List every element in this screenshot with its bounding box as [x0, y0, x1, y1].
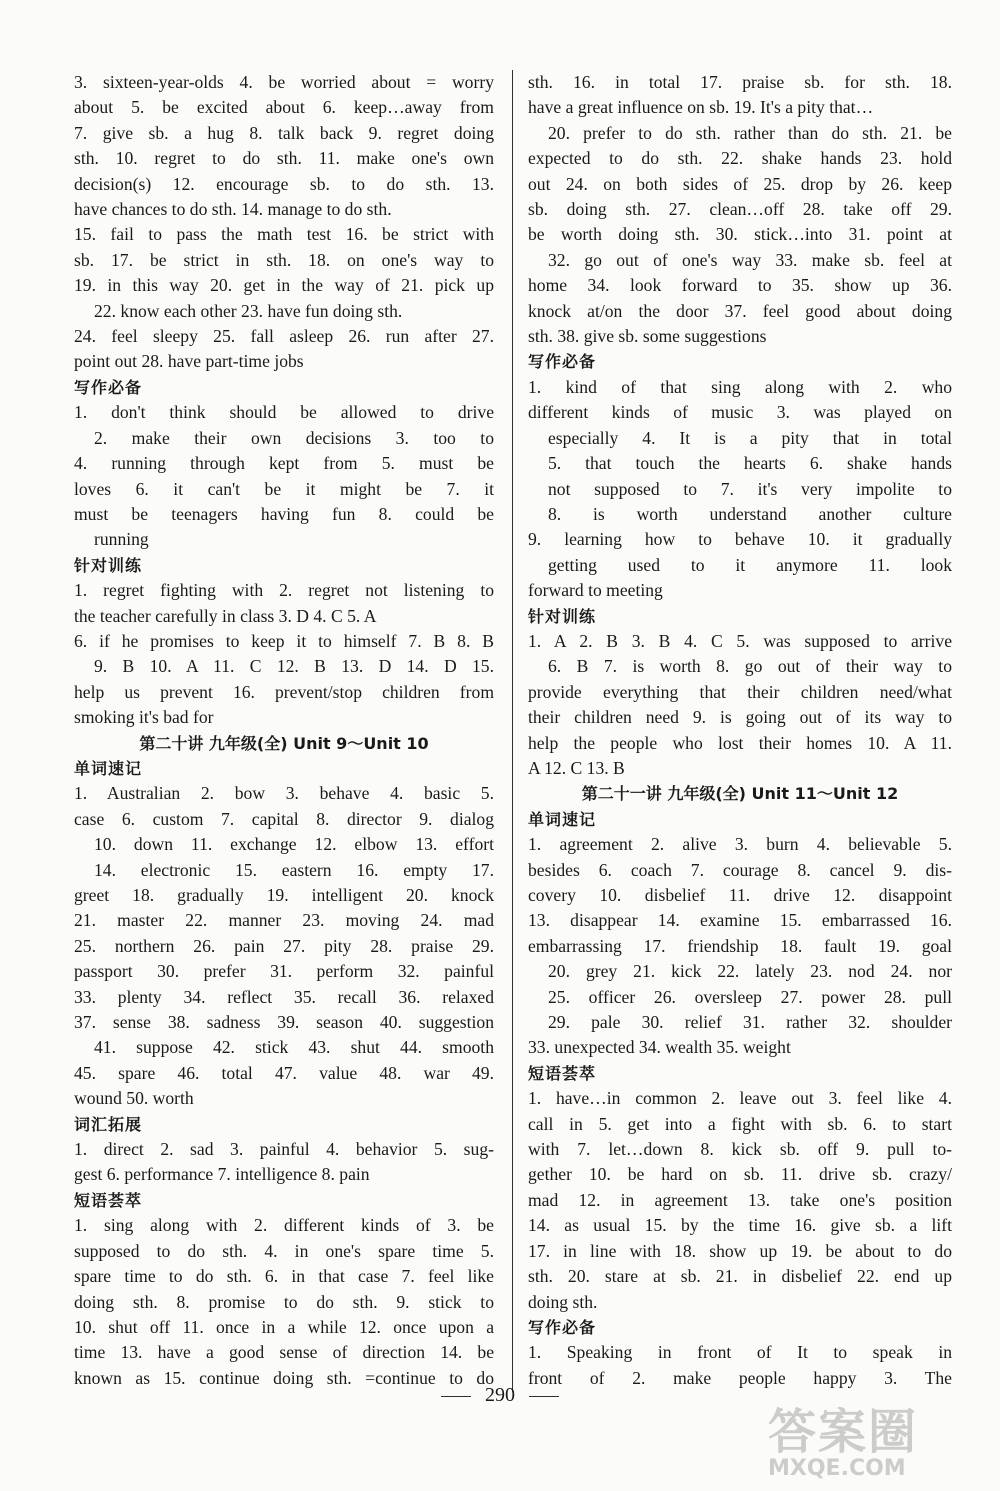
- page-number-text: 290: [485, 1384, 515, 1406]
- column-divider: [512, 70, 513, 1392]
- answer-line: call in 5. get into a fight with sb. 6. to start: [528, 1113, 952, 1134]
- answer-line: 24. feel sleepy 25. fall asleep 26. run after 27.: [74, 326, 494, 347]
- answer-line: point out 28. have part-time jobs: [74, 351, 304, 372]
- answer-line: with 7. let…down 8. kick sb. off 9. pull to-: [528, 1139, 952, 1160]
- answer-line: covery 10. disbelief 11. drive 12. disappoint: [528, 885, 952, 905]
- section-heading: 写作必备: [528, 1317, 597, 1337]
- answer-line: case 6. custom 7. capital 8. director 9. dialog: [74, 808, 494, 829]
- answer-line: have a great influence on sb. 19. It's a pity that…: [528, 97, 874, 118]
- answer-line: 20. prefer to do sth. rather than do sth. 21. be: [548, 122, 952, 143]
- answer-line: knock at/on the door 37. feel good about doing: [528, 300, 952, 321]
- answer-line: doing sth.: [528, 1291, 598, 1312]
- answer-line: known as 15. continue doing sth. =continue to do: [74, 1367, 494, 1388]
- answer-line: 37. sense 38. sadness 39. season 40. suggestion: [74, 1012, 494, 1033]
- answer-line: 1. agreement 2. alive 3. burn 4. believable 5.: [528, 834, 952, 855]
- answer-line: 1. have…in common 2. leave out 3. feel like 4.: [528, 1088, 952, 1109]
- answer-line: 1. Australian 2. bow 3. behave 4. basic 5.: [74, 783, 494, 804]
- answer-line: 14. electronic 15. eastern 16. empty 17.: [94, 859, 494, 880]
- answer-line: provide everything that their children need/what: [528, 681, 952, 702]
- answer-line: 45. spare 46. total 47. value 48. war 49.: [74, 1062, 494, 1083]
- answer-line: passport 30. prefer 31. perform 32. painful: [74, 961, 494, 982]
- answer-line: about 5. be excited about 6. keep…away from: [74, 97, 494, 118]
- answer-line: help the people who lost their homes 10. A 11.: [528, 732, 952, 753]
- answer-line: 10. down 11. exchange 12. elbow 13. effort: [94, 834, 494, 855]
- answer-line: 1. Speaking in front of It to speak in: [528, 1342, 952, 1363]
- answer-line: expected to do sth. 22. shake hands 23. hold: [528, 148, 952, 169]
- answer-line: besides 6. coach 7. courage 8. cancel 9. dis-: [528, 859, 952, 880]
- answer-line: smoking it's bad for: [74, 707, 214, 728]
- answer-line: mad 12. in agreement 13. take one's position: [528, 1189, 952, 1210]
- answer-line: 15. fail to pass the math test 16. be strict with: [74, 224, 494, 245]
- answer-line: the teacher carefully in class 3. D 4. C 5. A: [74, 605, 377, 626]
- answer-line: 2. make their own decisions 3. too to: [94, 427, 494, 448]
- answer-line: 1. kind of that sing along with 2. who: [528, 376, 952, 397]
- answer-line: 25. northern 26. pain 27. pity 28. praise 29.: [74, 935, 494, 956]
- answer-line: 25. officer 26. oversleep 27. power 28. pull: [548, 986, 952, 1007]
- section-heading: 词汇拓展: [74, 1114, 143, 1134]
- answer-line: time 13. have a good sense of direction 14. be: [74, 1342, 494, 1363]
- answer-line: wound 50. worth: [74, 1088, 194, 1109]
- answer-line: 4. running through kept from 5. must be: [74, 453, 494, 474]
- answer-line: forward to meeting: [528, 580, 663, 601]
- answer-line: 6. B 7. is worth 8. go out of their way to: [548, 656, 952, 677]
- answer-line: gether 10. be hard on sb. 11. drive sb. crazy/: [528, 1164, 952, 1185]
- answer-line: 8. is worth understand another culture: [548, 503, 952, 524]
- answer-line: gest 6. performance 7. intelligence 8. pain: [74, 1164, 370, 1185]
- answer-line: help us prevent 16. prevent/stop children from: [74, 681, 494, 702]
- answer-line: 22. know each other 23. have fun doing sth.: [94, 300, 403, 321]
- answer-line: not supposed to 7. it's very impolite to: [548, 478, 952, 499]
- section-heading: 短语荟萃: [528, 1063, 597, 1083]
- answer-line: have chances to do sth. 14. manage to do sth.: [74, 199, 392, 220]
- answer-line: 21. master 22. manner 23. moving 24. mad: [74, 910, 494, 931]
- answer-line: sth. 20. stare at sb. 21. in disbelief 22. end up: [528, 1266, 952, 1287]
- answer-line: be worth doing sth. 30. stick…into 31. point at: [528, 224, 952, 245]
- answer-line: running: [94, 529, 149, 550]
- answer-line: 1. don't think should be allowed to drive: [74, 402, 494, 423]
- answer-line: especially 4. It is a pity that in total: [548, 427, 952, 448]
- section-heading: 短语荟萃: [74, 1190, 143, 1210]
- answer-line: 1. sing along with 2. different kinds of 3. be: [74, 1215, 494, 1236]
- answer-line: home 34. look forward to 35. show up 36.: [528, 275, 952, 296]
- answer-line: getting used to it anymore 11. look: [548, 554, 952, 575]
- answer-line: doing sth. 8. promise to do sth. 9. stick to: [74, 1291, 494, 1312]
- answer-line: sth. 38. give sb. some suggestions: [528, 326, 767, 347]
- answer-line: 3. sixteen-year-olds 4. be worried about = worry: [74, 72, 494, 92]
- answer-line: spare time to do sth. 6. in that case 7. feel like: [74, 1266, 494, 1287]
- answer-line: must be teenagers having fun 8. could be: [74, 503, 494, 524]
- answer-line: loves 6. it can't be it might be 7. it: [74, 478, 494, 499]
- answer-line: 1. direct 2. sad 3. painful 4. behavior 5. sug-: [74, 1139, 494, 1160]
- answer-line: supposed to do sth. 4. in one's spare time 5.: [74, 1240, 494, 1261]
- right-column: [528, 70, 952, 1391]
- answer-line: 13. disappear 14. examine 15. embarrassed 16.: [528, 910, 952, 931]
- answer-line: sth. 16. in total 17. praise sb. for sth. 18.: [528, 72, 952, 92]
- section-heading: 针对训练: [74, 555, 143, 575]
- section-heading: 写作必备: [528, 352, 597, 372]
- lecture-title: 第二十一讲 九年级(全) Unit 11～Unit 12: [581, 784, 899, 804]
- lecture-title: 第二十讲 九年级(全) Unit 9～Unit 10: [139, 733, 429, 753]
- answer-line: 9. B 10. A 11. C 12. B 13. D 14. D 15.: [94, 656, 494, 677]
- left-column: [74, 70, 494, 1391]
- answer-line: 9. learning how to behave 10. it gradually: [528, 529, 952, 550]
- answer-line: sb. doing sth. 27. clean…off 28. take off 29.: [528, 199, 952, 220]
- answer-line: 19. in this way 20. get in the way of 21. pick up: [74, 275, 494, 296]
- answer-line: different kinds of music 3. was played on: [528, 402, 952, 423]
- watermark-logo-text: 答案圈: [768, 1404, 919, 1460]
- answer-line: 41. suppose 42. stick 43. shut 44. smooth: [94, 1037, 494, 1058]
- answer-line: front of 2. make people happy 3. The: [528, 1367, 952, 1388]
- answer-line: sb. 17. be strict in sth. 18. on one's way to: [74, 249, 494, 270]
- answer-line: 6. if he promises to keep it to himself 7. B 8. B: [74, 630, 494, 651]
- section-heading: 写作必备: [74, 377, 143, 397]
- answer-line: 33. unexpected 34. wealth 35. weight: [528, 1037, 791, 1058]
- answer-line: 32. go out of one's way 33. make sb. feel at: [548, 249, 952, 270]
- section-heading: 单词速记: [74, 758, 143, 778]
- answer-line: 14. as usual 15. by the time 16. give sb. a lift: [528, 1215, 952, 1236]
- answer-line: 1. regret fighting with 2. regret not listening to: [74, 580, 494, 601]
- watermark-logo: [768, 1393, 988, 1483]
- answer-line: 17. in line with 18. show up 19. be about to do: [528, 1240, 952, 1261]
- answer-line: 7. give sb. a hug 8. talk back 9. regret doing: [74, 122, 494, 143]
- section-heading: 单词速记: [528, 809, 597, 829]
- answer-line: 33. plenty 34. reflect 35. recall 36. relaxed: [74, 986, 494, 1007]
- answer-line: out 24. on both sides of 25. drop by 26. keep: [528, 173, 952, 194]
- answer-line: A 12. C 13. B: [528, 757, 625, 778]
- answer-line: 29. pale 30. relief 31. rather 32. shoulder: [548, 1012, 952, 1033]
- watermark-url: MXQE.COM: [768, 1456, 906, 1481]
- answer-line: decision(s) 12. encourage sb. to do sth. 13.: [74, 173, 494, 194]
- answer-line: 10. shut off 11. once in a while 12. once upon a: [74, 1316, 494, 1337]
- answer-line: 1. A 2. B 3. B 4. C 5. was supposed to arrive: [528, 630, 952, 651]
- answer-line: greet 18. gradually 19. intelligent 20. knock: [74, 885, 494, 905]
- answer-line: 5. that touch the hearts 6. shake hands: [548, 453, 952, 474]
- answer-line: embarrassing 17. friendship 18. fault 19. goal: [528, 935, 952, 956]
- answer-line: their children need 9. is going out of its way to: [528, 707, 952, 728]
- answer-line: sth. 10. regret to do sth. 11. make one's own: [74, 148, 494, 169]
- answer-line: 20. grey 21. kick 22. lately 23. nod 24. nor: [548, 961, 952, 982]
- section-heading: 针对训练: [528, 606, 597, 626]
